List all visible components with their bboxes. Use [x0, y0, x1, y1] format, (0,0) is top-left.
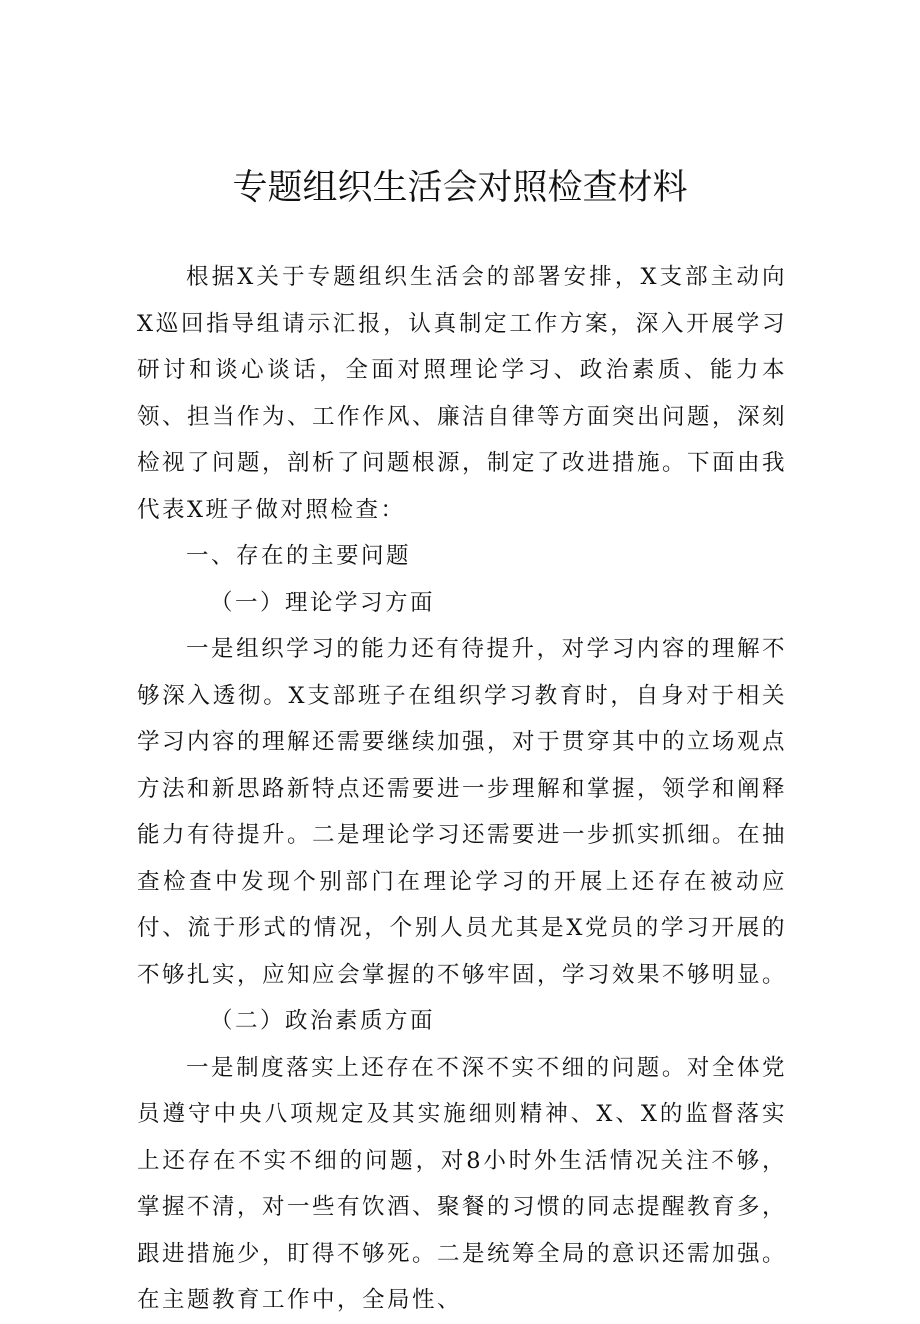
- section-heading-problems: 一、存在的主要问题: [186, 543, 412, 569]
- intro-paragraph: 根据X关于专题组织生活会的部署安排，X支部主动向X巡回指导组请示汇报，认真制定工作方案，深入开展学习研讨和谈心谈话，全面对照理论学习、政治素质、能力本领、担当作为、工作作风、廉洁自律等方面突出问题，深刻检视了问题，剖析了问题根源，制定了改进措施。下面由我代表X班子做对照检查：: [137, 264, 788, 523]
- subsection-heading-theory-study: （一）理论学习方面: [210, 589, 436, 616]
- theory-study-paragraph: 一是组织学习的能力还有待提升，对学习内容的理解不够深入透彻。X支部班子在组织学习教育时，自身对于相关学习内容的理解还需要继续加强，对于贯穿其中的立场观点方法和新思路新特点还需要进一步理解和掌握，领学和阐释能力有待提升。二是理论学习还需要进一步抓实抓细。在抽查检查中发现个别部门在理论学习的开展上还存在被动应付、流于形式的情况，个别人员尤其是X党员的学习开展的不够扎实，应知应会掌握的不够牢固，学习效果不够明显。: [137, 636, 788, 988]
- subsection-heading-political-quality: （二）政治素质方面: [210, 1008, 436, 1034]
- document-body: [137, 254, 787, 1324]
- document-title: 专题组织生活会对照检查材料: [232, 168, 688, 208]
- political-quality-paragraph: 一是制度落实上还存在不深不实不细的问题。对全体党员遵守中央八项规定及其实施细则精神、X、X的监督落实上还存在不实不细的问题，对8小时外生活情况关注不够，掌握不清，对一些有饮酒、聚餐的习惯的同志提醒教育多，跟进措施少，盯得不够死。二是统筹全局的意识还需加强。在主题教育工作中，全局性、: [137, 1054, 788, 1313]
